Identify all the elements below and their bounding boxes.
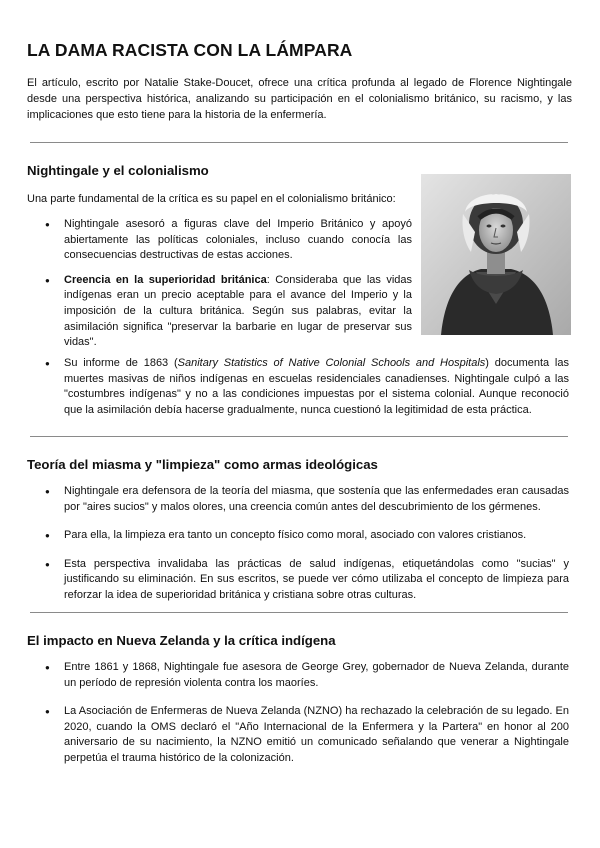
divider [30,436,568,437]
section-lead: Una parte fundamental de la crítica es su papel en el colonialismo británico: [27,193,396,205]
list-item: ● Esta perspectiva invalidaba las prácticas de salud indígenas, etiquetándolas como "sucias" y justificando su eliminación. En sus escritos, se puede ver cómo utilizaba el concepto de limpieza para reforzar la idea de superioridad británica y cristiana sobre otras culturas. [0,557,569,604]
miasma-list [0,484,569,604]
page-title: LA DAMA RACISTA CON LA LÁMPARA [27,40,353,60]
section-heading-new-zealand: El impacto en Nueva Zelanda y la crítica indígena [27,633,336,648]
divider [30,142,568,143]
list-item [0,356,569,418]
list-item [0,273,412,351]
section-heading-miasma: Teoría del miasma y "limpieza" como armas ideológicas [27,457,378,472]
list-item: ● Para ella, la limpieza era tanto un concepto físico como moral, asociado con valores cristianos. [0,528,569,544]
nightingale-portrait [421,174,571,335]
divider [30,612,568,613]
colonialism-list [0,217,412,351]
list-item-text: Su informe de 1863 ( [64,357,178,369]
list-item: ● Nightingale asesoró a figuras clave del Imperio Británico y apoyó abiertamente las políticas coloniales, incluso cuando conocía las consecuencias destructivas de estas acciones. [0,217,412,264]
list-item: ● La Asociación de Enfermeras de Nueva Zelanda (NZNO) ha rechazado la celebración de su legado. En 2020, cuando la OMS declaró el "Año Internacional de la Enfermera y la Partera" en honor al 200 aniversario de su nacimiento, la NZNO emitió un comunicado señalando que venerar a Nightingale perpetúa el trauma histórico de la colonización. [0,704,569,766]
list-item: ● Nightingale era defensora de la teoría del miasma, que sostenía que las enfermedades eran causadas por "aires sucios" y malos olores, una creencia común antes del descubrimiento de los gérmenes. [0,484,569,515]
intro-paragraph: El artículo, escrito por Natalie Stake-Doucet, ofrece una crítica profunda al legado de Florence Nightingale desde una perspectiva histórica, analizando su participación en el colonialismo británico, su racismo, y las implicaciones que esto tiene para la historia de la enfermería. [27,77,572,121]
list-item-text: : Consideraba que las vidas indígenas eran un precio aceptable para el avance del Imperio y la imposición de la cultura británica. Según sus palabras, evitar la asimilación significa "preservar la barbarie en lugar de preservar sus vidas". [64,273,412,349]
report-title: Sanitary Statistics of Native Colonial Schools and Hospitals [177,357,486,369]
list-item: ● Entre 1861 y 1868, Nightingale fue asesora de George Grey, gobernador de Nueva Zelanda, durante un período de represión violenta contra los maoríes. [0,660,569,691]
list-item-text: ) documenta las muertes masivas de niños indígenas en escuelas residenciales canadienses. Nightingale culpó a las "costumbres indígenas" y no a las condiciones impuestas por el sistema colonial. Aunque reconoció que la asimilación debía hacerse gradualmente, nunca cuestionó la legitimidad de esta práctica. [64,357,569,416]
colonialism-list-continued [0,356,569,418]
new-zealand-list [0,660,569,767]
section-heading-colonialism: Nightingale y el colonialismo [27,163,209,178]
bold-phrase: Creencia en la superioridad británica [64,273,267,286]
